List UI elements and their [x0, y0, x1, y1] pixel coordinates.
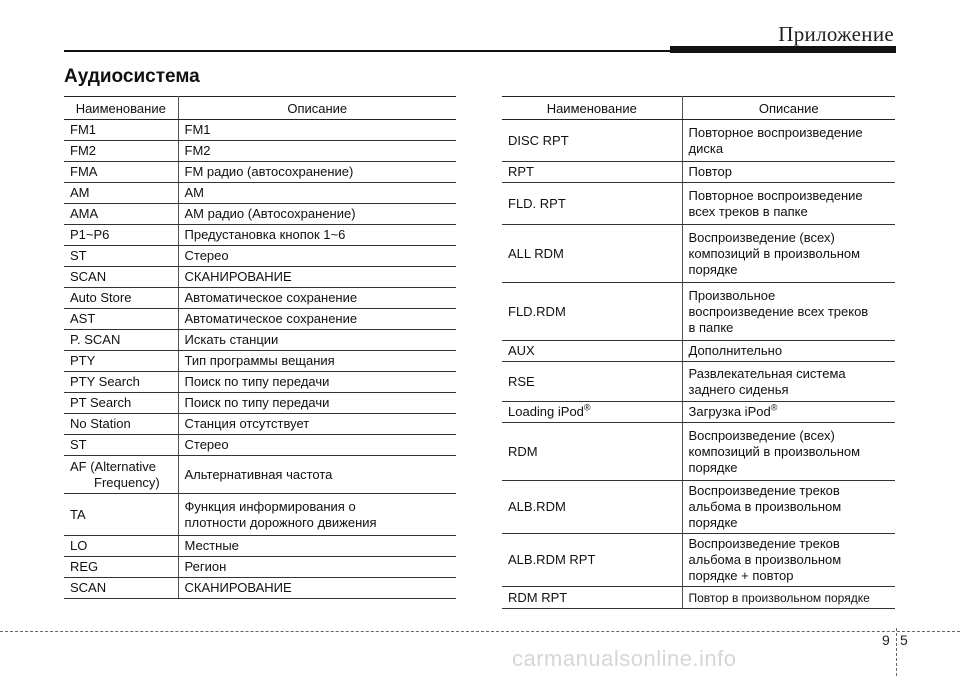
row-description-cell [682, 225, 895, 283]
row-description-line: диска [688, 140, 724, 156]
row-name-cell [64, 141, 178, 162]
row-name: Loading iPod [508, 404, 584, 419]
row-description-line: Дополнительно [688, 343, 783, 358]
row-description: Поиск по типу передачи [184, 374, 330, 389]
page-number-chapter: 9 [882, 632, 890, 648]
table-header-row [502, 97, 895, 120]
row-description-cell [682, 423, 895, 481]
row-description-line: всех треков в папке [688, 203, 808, 219]
row-description-line: альбома в произвольном [688, 499, 842, 514]
row-name-continued: Frequency) [94, 474, 160, 490]
row-name: REG [70, 559, 99, 574]
row-name-cell [64, 435, 178, 456]
row-description: Искать станции [184, 332, 279, 347]
header-rule [64, 50, 670, 52]
row-description: AM радио (Автосохранение) [184, 206, 356, 221]
row-name-cell [502, 481, 682, 534]
left-spec-table [64, 96, 456, 599]
row-description-cell [178, 536, 456, 557]
row-name: ALL RDM [508, 245, 564, 261]
row-description: Местные [184, 538, 239, 553]
row-description-line: воспроизведение всех треков [688, 303, 869, 319]
row-description: Предустановка кнопок 1~6 [184, 227, 346, 242]
table-row [64, 162, 456, 183]
row-description: Тип программы вещания [184, 353, 335, 368]
row-description-line: Воспроизведение (всех) [688, 427, 835, 443]
row-name: P. SCAN [70, 332, 121, 347]
row-name: AF (Alternative [70, 458, 156, 474]
row-description-cell [178, 435, 456, 456]
row-description-cell [178, 309, 456, 330]
row-description: Альтернативная частота [184, 466, 333, 482]
row-name: P1~P6 [70, 227, 110, 242]
table-row [64, 204, 456, 225]
row-name-cell [64, 309, 178, 330]
row-name: PT Search [70, 395, 132, 410]
row-description-cell [682, 120, 895, 162]
row-name-cell [502, 225, 682, 283]
row-description-cell [682, 341, 895, 362]
row-name-cell [64, 557, 178, 578]
row-description-cell [178, 557, 456, 578]
row-description-cell [178, 578, 456, 599]
row-name: LO [70, 538, 88, 553]
row-description-cell [682, 362, 895, 402]
row-name: TA [70, 506, 86, 522]
row-description-line-wrap [689, 404, 890, 420]
row-name-cell [64, 162, 178, 183]
row-name: FLD. RPT [508, 195, 566, 211]
row-name: AM [70, 185, 90, 200]
table-row [64, 246, 456, 267]
row-name-cell [64, 372, 178, 393]
row-description-line: Развлекательная система [688, 365, 846, 381]
row-description-line: порядке + повтор [688, 568, 794, 583]
row-description-line: в папке [688, 319, 734, 335]
row-description-cell [178, 246, 456, 267]
row-name: SCAN [70, 580, 107, 595]
row-description: Стерео [184, 248, 229, 263]
row-name: ST [70, 437, 87, 452]
row-description: Поиск по типу передачи [184, 395, 330, 410]
row-name-cell [502, 402, 682, 423]
row-name-cell [64, 330, 178, 351]
row-description-cell [178, 330, 456, 351]
row-name-cell [64, 456, 178, 494]
row-description-line: Повторное воспроизведение [688, 187, 863, 203]
row-description-line: Повтор [688, 164, 732, 179]
table-row [64, 225, 456, 246]
row-description-cell [178, 393, 456, 414]
row-name-cell [64, 267, 178, 288]
row-description-line: альбома в произвольном [688, 552, 842, 567]
row-name-cell [64, 204, 178, 225]
row-name: AUX [508, 343, 535, 358]
row-name-cell [502, 362, 682, 402]
row-description: СКАНИРОВАНИЕ [184, 580, 292, 595]
row-description-line: композиций в произвольном [688, 443, 861, 459]
row-description-cell [178, 183, 456, 204]
row-name-cell [502, 587, 682, 609]
row-description-cell [178, 120, 456, 141]
row-name-cell [64, 225, 178, 246]
table-row [502, 162, 895, 183]
table-row [502, 341, 895, 362]
row-name: ALB.RDM [508, 499, 566, 514]
right-table-body [502, 120, 895, 609]
page-number: 5 [900, 632, 908, 648]
column-header-name: Наименование [502, 97, 682, 120]
row-description: Стерео [184, 437, 229, 452]
row-description-line: Загрузка iPod [688, 404, 771, 419]
row-description: Автоматическое сохранение [184, 290, 358, 305]
row-name-cell [502, 283, 682, 341]
table-row [64, 330, 456, 351]
row-description: Автоматическое сохранение [184, 311, 358, 326]
table-row [502, 283, 895, 341]
row-description-cell [682, 587, 895, 609]
registered-mark: ® [770, 402, 778, 413]
table-row [64, 351, 456, 372]
table-row [64, 309, 456, 330]
header-rule-accent [670, 46, 896, 53]
right-spec-table [502, 96, 895, 609]
table-row [64, 141, 456, 162]
row-description-cell [682, 481, 895, 534]
footer-rule [0, 631, 960, 632]
table-row [64, 578, 456, 599]
row-description-continued: плотности дорожного движения [184, 514, 377, 530]
table-row [502, 423, 895, 481]
table-row [64, 456, 456, 494]
row-name-cell [502, 423, 682, 481]
row-name: SCAN [70, 269, 107, 284]
row-name: RDM [508, 443, 538, 459]
row-name-cell [502, 183, 682, 225]
table-row [64, 267, 456, 288]
row-name-cell [64, 414, 178, 435]
row-name-cell [64, 183, 178, 204]
table-row [502, 120, 895, 162]
row-description: СКАНИРОВАНИЕ [184, 269, 292, 284]
table-header-row [64, 97, 456, 120]
table-row [64, 494, 456, 536]
row-description-cell [682, 183, 895, 225]
row-name: No Station [70, 416, 131, 431]
row-description-line: композиций в произвольном [688, 245, 861, 261]
row-description-cell [178, 267, 456, 288]
row-description-cell [682, 162, 895, 183]
row-name-cell [64, 578, 178, 599]
table-row [64, 120, 456, 141]
table-row [502, 225, 895, 283]
page-number-divider [896, 628, 897, 676]
registered-mark: ® [583, 402, 591, 413]
table-row [64, 414, 456, 435]
row-name: ST [70, 248, 87, 263]
row-description-line: порядке [688, 515, 738, 530]
row-name: PTY [70, 353, 96, 368]
row-name-cell [64, 536, 178, 557]
row-name: RPT [508, 164, 534, 179]
row-description-cell [178, 225, 456, 246]
row-description-line: Повтор в произвольном порядке [688, 590, 870, 605]
row-description: Станция отсутствует [184, 416, 310, 431]
row-description: AM [184, 185, 204, 200]
row-name-cell [64, 494, 178, 536]
row-description-cell [178, 162, 456, 183]
table-row [64, 372, 456, 393]
row-description: FM1 [184, 122, 211, 137]
page-header-title: Приложение [778, 22, 894, 46]
row-name-cell [64, 351, 178, 372]
row-name-cell [502, 341, 682, 362]
row-description-cell [682, 402, 895, 423]
row-description-cell [178, 141, 456, 162]
row-name: PTY Search [70, 374, 140, 389]
table-row [502, 481, 895, 534]
row-name-cell [64, 393, 178, 414]
row-name: DISC RPT [508, 132, 569, 148]
row-description-cell [178, 456, 456, 494]
table-row [64, 183, 456, 204]
row-description-cell [682, 534, 895, 587]
row-description: FM радио (автосохранение) [184, 164, 354, 179]
row-description-cell [178, 414, 456, 435]
row-name-cell [64, 288, 178, 309]
row-name-cell [502, 120, 682, 162]
row-description-line: порядке [688, 459, 738, 475]
row-name-cell [502, 534, 682, 587]
row-description-cell [178, 351, 456, 372]
row-name: FM1 [70, 122, 96, 137]
watermark: carmanualsonline.info [512, 646, 737, 671]
table-row [64, 288, 456, 309]
table-row [64, 557, 456, 578]
row-name-cell [64, 246, 178, 267]
row-description: Регион [184, 559, 227, 574]
row-name: FLD.RDM [508, 303, 566, 319]
table-row [64, 393, 456, 414]
left-table-body [64, 120, 456, 599]
row-description-line: Воспроизведение треков [688, 483, 840, 498]
row-description-cell [178, 372, 456, 393]
row-description: Функция информирования о [184, 498, 356, 514]
row-name: RSE [508, 373, 535, 389]
table-row [502, 183, 895, 225]
row-description-line: Воспроизведение (всех) [688, 229, 835, 245]
row-description-line: Воспроизведение треков [688, 536, 840, 551]
row-description-cell [178, 494, 456, 536]
column-header-description: Описание [178, 97, 456, 120]
table-row [502, 587, 895, 609]
row-description-line: заднего сиденья [688, 381, 789, 397]
row-name: ALB.RDM RPT [508, 552, 596, 567]
row-name: AMA [70, 206, 99, 221]
row-description-cell [178, 288, 456, 309]
table-row [502, 534, 895, 587]
column-header-name: Наименование [64, 97, 178, 120]
table-row [64, 536, 456, 557]
table-row [502, 402, 895, 423]
row-name-cell [64, 120, 178, 141]
row-name: AST [70, 311, 96, 326]
row-description-line: Повторное воспроизведение [688, 124, 863, 140]
row-description-line: порядке [688, 261, 738, 277]
row-name: FMA [70, 164, 98, 179]
table-row [64, 435, 456, 456]
row-description-cell [178, 204, 456, 225]
row-description-cell [682, 283, 895, 341]
row-description: FM2 [184, 143, 211, 158]
table-row [502, 362, 895, 402]
row-name: RDM RPT [508, 589, 568, 605]
row-name-cell [502, 162, 682, 183]
row-description-line: Произвольное [688, 287, 776, 303]
row-name: Auto Store [70, 290, 132, 305]
row-name: FM2 [70, 143, 96, 158]
column-header-description: Описание [682, 97, 895, 120]
section-title: Аудиосистема [64, 66, 200, 87]
